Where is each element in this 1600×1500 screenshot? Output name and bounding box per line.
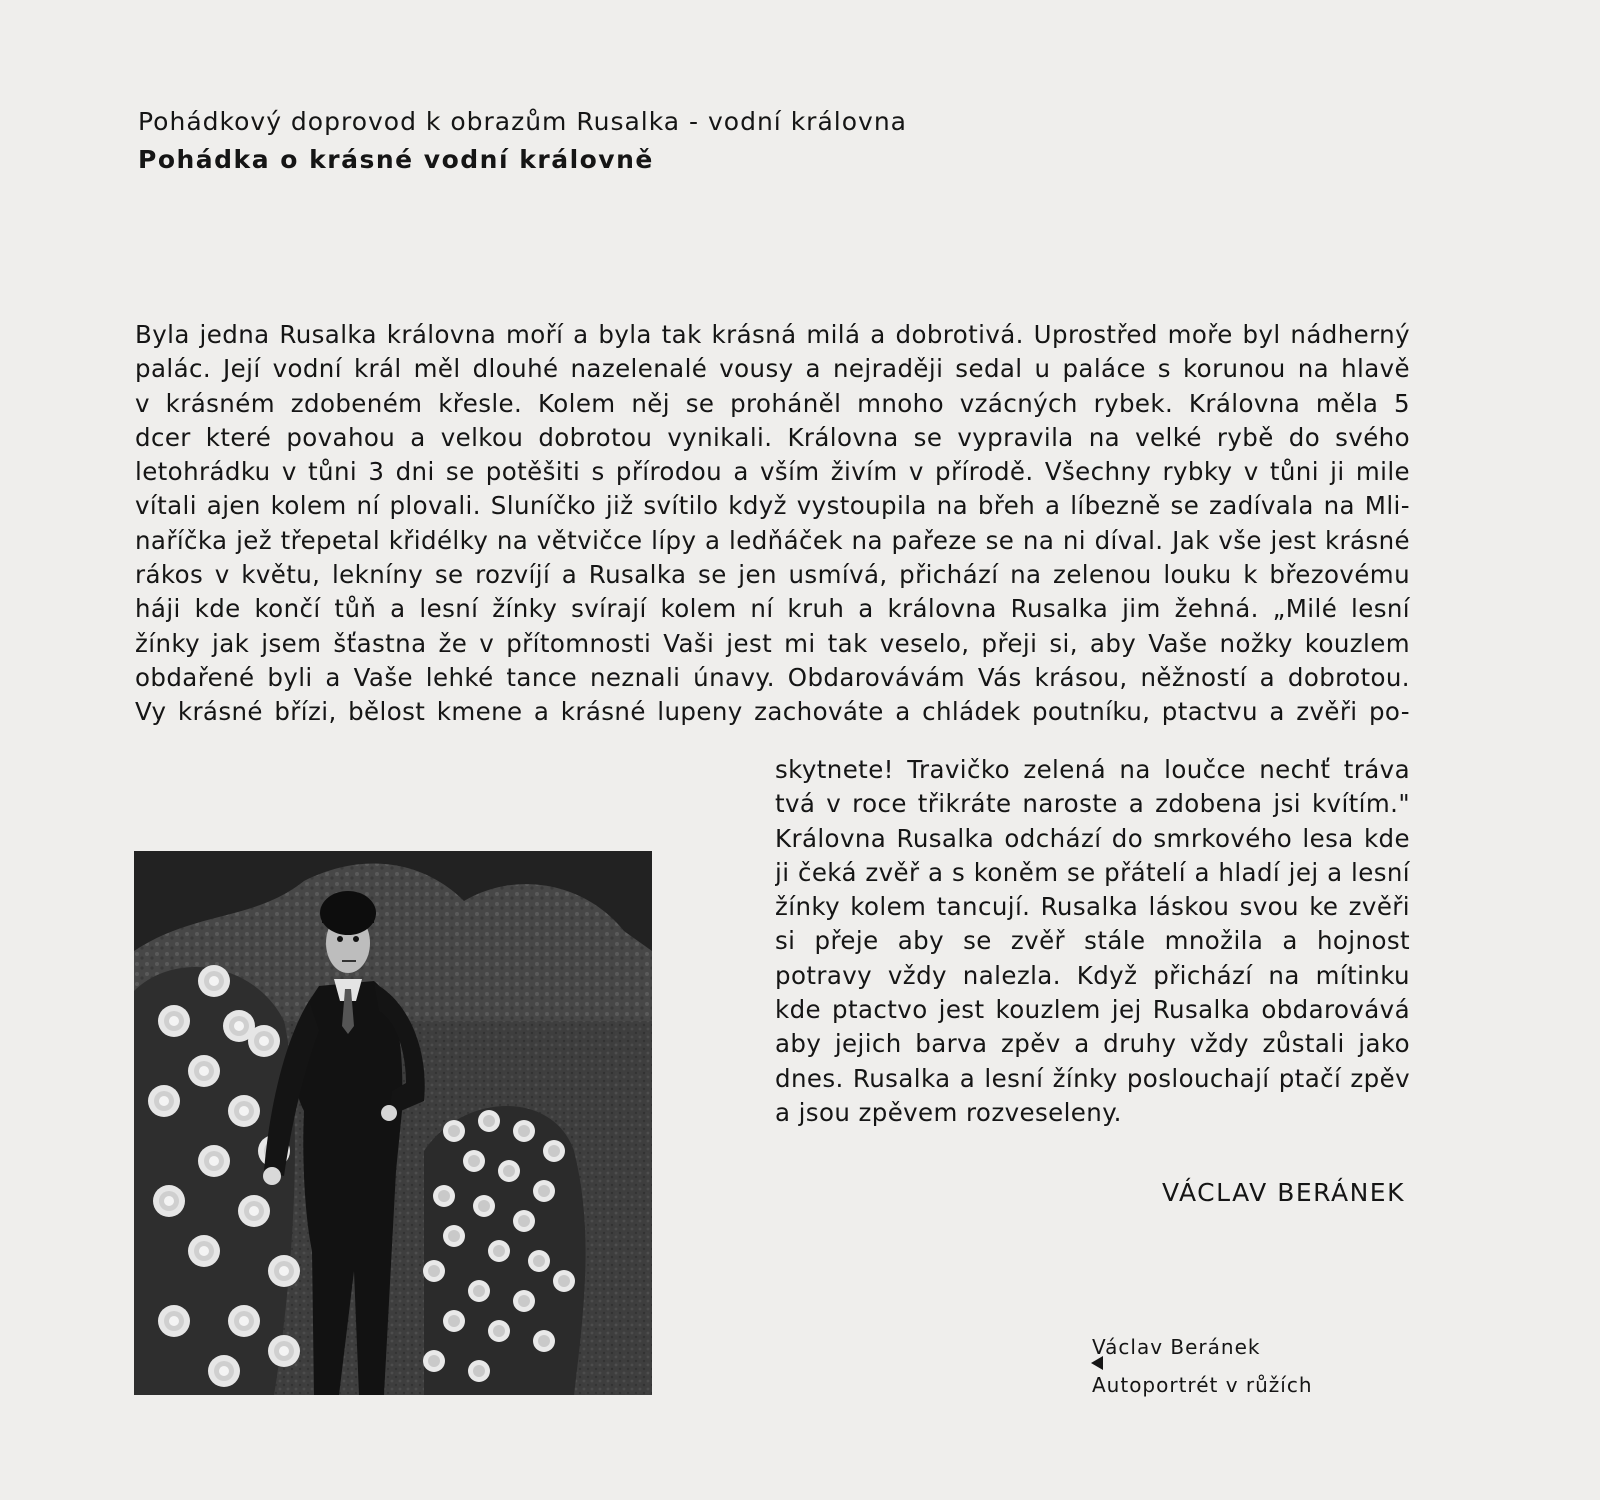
page-title: Pohádka o krásné vodní královně <box>138 145 654 174</box>
text-line: rákos v květu, lekníny se rozvíjí a Rusalka se jen usmívá, přichází na zelenou louku k březovému <box>135 560 1410 590</box>
story-text-narrow-column <box>775 753 1410 1130</box>
text-line: Vy krásné břízi, bělost kmene a krásné lupeny zachováte a chládek poutníku, ptactvu a zvěři po- <box>135 697 1410 727</box>
text-line: si přeje aby se zvěř stále množila a hojnost <box>775 926 1410 956</box>
text-line: obdařené byli a Vaše lehké tance neznali únavy. Obdarovávám Vás krásou, něžností a dobrotou. <box>135 662 1410 692</box>
caption-artist: Václav Beránek <box>1092 1335 1261 1359</box>
text-line: potravy vždy nalezla. Když přichází na mítinku <box>775 960 1410 990</box>
caption-title: Autoportrét v růžích <box>1092 1373 1313 1397</box>
text-line: letohrádku v tůni 3 dni se potěšiti s přírodou a vším živím v přírodě. Všechny rybky v tůni ji mile <box>135 457 1410 487</box>
text-line: a jsou zpěvem rozveseleny. <box>775 1097 1122 1127</box>
page-subtitle: Pohádkový doprovod k obrazům Rusalka - vodní královna <box>138 107 907 136</box>
text-line: palác. Její vodní král měl dlouhé nazelenalé vousy a nejraději sedal u paláce s korunou na hlavě <box>135 354 1410 384</box>
text-line: kde ptactvo jest kouzlem jej Rusalka obdarovává <box>775 995 1410 1025</box>
text-line: dnes. Rusalka a lesní žínky poslouchají ptačí zpěv <box>775 1063 1410 1093</box>
text-line: žínky kolem tancují. Rusalka láskou svou ke zvěři <box>775 892 1410 922</box>
text-line: aby jejich barva zpěv a druhy vždy zůstali jako <box>775 1029 1410 1059</box>
image-caption <box>1092 1328 1313 1404</box>
text-line: skytnete! Travičko zelená na loučce nechť tráva <box>775 755 1410 784</box>
text-line: dcer které povahou a velkou dobrotou vynikali. Královna se vypravila na velké rybě do svého <box>135 422 1410 452</box>
text-line: naříčka jež třepetal křidélky na větvičce lípy a ledňáček na pařeze se na ni díval. Jak vše jest krásné <box>135 525 1410 555</box>
text-line: Byla jedna Rusalka královna moří a byla tak krásná milá a dobrotivá. Uprostřed moře byl nádherný <box>135 320 1410 349</box>
text-line: háji kde končí tůň a lesní žínky svírají kolem ní kruh a královna Rusalka jim žehná. „Milé lesní <box>135 594 1410 624</box>
page-header <box>138 104 1038 180</box>
self-portrait-in-roses-painting <box>134 851 652 1395</box>
text-line: tvá v roce třikráte naroste a zdobena jsi kvítím." <box>775 789 1410 819</box>
text-line: v krásném zdobeném křesle. Kolem něj se proháněl mnoho vzácných rybek. Královna měla 5 <box>135 388 1410 418</box>
story-text-full-width <box>135 318 1410 730</box>
author-signature: VÁCLAV BERÁNEK <box>1162 1178 1405 1207</box>
text-line: vítali ajen kolem ní plovali. Sluníčko již svítilo když vystoupila na břeh a líbezně se zadívala na Mli- <box>135 491 1410 521</box>
text-line: žínky jak jsem šťastna že v přítomnosti Vaši jest mi tak veselo, přeji si, aby Vaše nožky kouzlem <box>135 628 1410 658</box>
text-line: ji čeká zvěř a s koněm se přátelí a hladí jej a lesní <box>775 857 1410 887</box>
text-line: Královna Rusalka odchází do smrkového lesa kde <box>775 823 1410 853</box>
self-portrait-in-roses-icon <box>134 851 652 1395</box>
